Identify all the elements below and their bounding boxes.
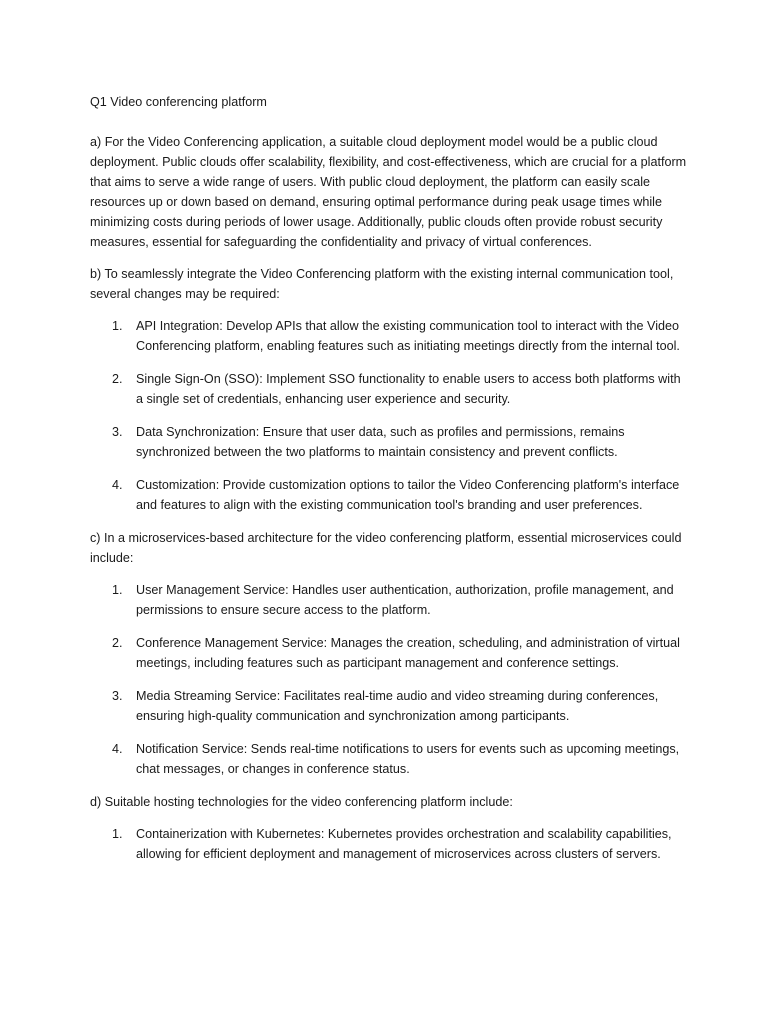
section-c-intro: c) In a microservices-based architecture for the video conferencing platform, essential microservices could include: [90,531,682,565]
list-number: 4. [112,742,123,756]
document-page [90,92,690,877]
list-number: 3. [112,689,123,703]
section-b-intro: b) To seamlessly integrate the Video Conferencing platform with the existing internal communication tool, several changes may be required: [90,267,674,301]
list-number: 1. [112,827,123,841]
list-item [90,633,690,673]
list-item-text: Data Synchronization: Ensure that user data, such as profiles and permissions, remains synchronized between the two platforms to maintain consistency and prevent conflicts. [136,425,625,459]
list-item [90,824,690,864]
list-item [90,686,690,726]
list-item-text: User Management Service: Handles user authentication, authorization, profile management, and permissions to ensure secure access to the platform. [136,583,674,617]
list-number: 3. [112,425,123,439]
list-item-text: Conference Management Service: Manages the creation, scheduling, and administration of virtual meetings, including features such as participant management and conference settings. [136,636,680,670]
section-b-list [90,316,690,515]
list-item [90,316,690,356]
list-item [90,369,690,409]
list-item-text: Single Sign-On (SSO): Implement SSO functionality to enable users to access both platforms with a single set of credentials, enhancing user experience and security. [136,372,681,406]
list-item-text: Containerization with Kubernetes: Kubernetes provides orchestration and scalability capabilities, allowing for efficient deployment and management of microservices across clusters of servers. [136,827,672,861]
list-item-text: Media Streaming Service: Facilitates real-time audio and video streaming during conferences, ensuring high-quality communication and synchronization among participants. [136,689,659,723]
list-number: 1. [112,319,123,333]
list-number: 4. [112,478,123,492]
section-d-list [90,824,690,864]
list-item-text: Notification Service: Sends real-time notifications to users for events such as upcoming meetings, chat messages, or changes in conference status. [136,742,680,776]
list-item-text: API Integration: Develop APIs that allow the existing communication tool to interact with the Video Conferencing platform, enabling features such as initiating meetings directly from the internal tool. [136,319,680,353]
section-c-list [90,580,690,779]
list-item [90,580,690,620]
list-number: 2. [112,636,123,650]
list-item-text: Customization: Provide customization options to tailor the Video Conferencing platform's interface and features to align with the existing communication tool's branding and user preferences. [136,478,680,512]
section-d-intro: d) Suitable hosting technologies for the video conferencing platform include: [90,795,513,809]
list-item [90,422,690,462]
list-item [90,739,690,779]
list-number: 2. [112,372,123,386]
section-a-paragraph: a) For the Video Conferencing application, a suitable cloud deployment model would be a public cloud deployment. Public clouds offer scalability, flexibility, and cost-effectiveness, which are crucial for a platform that aims to serve a wide range of users. With public cloud deployment, the platform can easily scale resources up or down based on demand, ensuring optimal performance during peak usage times while minimizing costs during periods of lower usage. Additionally, public clouds often provide robust security measures, essential for safeguarding the confidentiality and privacy of virtual conferences. [90,135,687,249]
document-title: Q1 Video conferencing platform [90,95,267,109]
list-item [90,475,690,515]
list-number: 1. [112,583,123,597]
